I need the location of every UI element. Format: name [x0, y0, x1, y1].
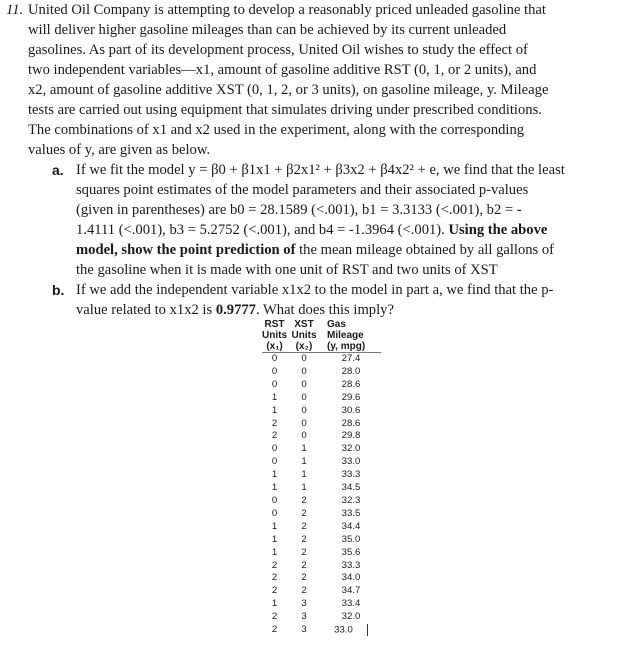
table-cell: 3	[301, 611, 307, 623]
table-cell: 2	[271, 585, 278, 597]
table-cell: 1	[301, 456, 307, 468]
part-a-label: a.	[52, 162, 64, 178]
table-cell: 1	[271, 404, 278, 416]
part-a-line: 1.4111 (<.001), b3 = 5.2752 (<.001), and b4 = -1.3964 (<.001). Using the above	[76, 222, 548, 238]
table-cell: 0	[301, 430, 307, 442]
table-cell: 0	[271, 507, 278, 519]
table-cell: 29.6	[341, 391, 361, 403]
table-row	[262, 469, 381, 482]
question-line: two independent variables—x1, amount of gasoline additive RST (0, 1, or 2 units), and	[28, 62, 537, 78]
part-a	[0, 160, 620, 280]
table-cell: 1	[301, 482, 307, 494]
table-cell: 2	[271, 624, 278, 636]
table-cell: 2	[301, 533, 307, 545]
table-cell: 2	[301, 559, 307, 571]
question-line: values of y, are given as below.	[28, 142, 211, 158]
table-cell: 33.0	[321, 624, 381, 637]
table-cell: 2	[301, 494, 307, 506]
table-cell: 27.4	[341, 353, 361, 364]
table-cell: 0	[301, 365, 307, 377]
table-cell: 1	[271, 469, 278, 481]
table-header-row	[262, 330, 381, 341]
header-cell: (x₂)	[295, 341, 313, 352]
table-cell: 2	[271, 611, 278, 623]
header-cell: Units	[291, 330, 317, 341]
table-cell: 2	[301, 507, 307, 519]
table-row	[262, 353, 381, 366]
table-cell: 28.6	[341, 378, 361, 390]
table-cell: 1	[271, 482, 278, 494]
table-cell: 0	[271, 456, 278, 468]
table-cell: 34.5	[341, 482, 361, 494]
question-line: gasolines. As part of its development process, United Oil wishes to study the effect of	[28, 42, 528, 58]
table-header-row	[262, 319, 381, 330]
table-cell: 32.0	[341, 443, 361, 455]
table-cell: 34.0	[341, 572, 361, 584]
table-row	[262, 443, 381, 456]
table-cell: 2	[271, 572, 278, 584]
table-cell: 28.0	[341, 365, 361, 377]
table-cell: 33.4	[341, 598, 361, 610]
table-row	[262, 418, 381, 431]
table-row	[262, 611, 381, 624]
table-cell: 2	[301, 585, 307, 597]
header-cell: (x₁)	[266, 341, 283, 352]
table-cell: 34.4	[341, 520, 361, 532]
table-row	[262, 534, 381, 547]
table-row	[262, 430, 381, 443]
table-header-row	[262, 341, 381, 353]
table-cell: 0	[301, 353, 307, 364]
table-row	[262, 585, 381, 598]
table-body	[262, 353, 381, 638]
table-row	[262, 560, 381, 573]
table-cell: 1	[271, 533, 278, 545]
table-cell: 0	[271, 378, 278, 390]
table-row	[262, 482, 381, 495]
table-cell: 0	[271, 443, 278, 455]
table-cell: 0	[301, 404, 307, 416]
header-cell: Gas	[327, 319, 346, 330]
table-cell: 0	[301, 417, 307, 429]
part-a-line: If we fit the model y = β0 + β1x1 + β2x1² + β3x2 + β4x2² + e, we find that the least	[76, 162, 565, 178]
table-cell: 0	[271, 365, 278, 377]
table-row	[262, 379, 381, 392]
table-cell: 30.6	[341, 404, 361, 416]
table-row	[262, 572, 381, 585]
table-cell: 3	[301, 598, 307, 610]
header-cell: Mileage	[327, 330, 364, 341]
question-line: The combinations of x1 and x2 used in the experiment, along with the corresponding	[28, 122, 525, 138]
part-b-line: If we add the independent variable x1x2 to the model in part a, we find that the p-	[76, 282, 554, 298]
question-line: tests are carried out using equipment that simulates driving under prescribed conditions.	[28, 102, 542, 118]
table-cell: 2	[271, 430, 278, 442]
table-cell: 2	[271, 417, 278, 429]
header-cell: Units	[262, 330, 287, 341]
question-block	[0, 0, 620, 160]
question-line: 11. United Oil Company is attempting to develop a reasonably priced unleaded gasoline that	[6, 2, 546, 18]
part-b-line: value related to x1x2 is 0.9777. What does this imply?	[76, 302, 394, 318]
table-cell: 1	[271, 391, 278, 403]
table-cell: 1	[271, 546, 278, 558]
mileage-data-table	[262, 319, 381, 637]
table-row	[262, 495, 381, 508]
table-cell: 28.6	[341, 417, 361, 429]
table-cell: 2	[301, 572, 307, 584]
part-b	[0, 280, 620, 320]
table-cell: 2	[301, 546, 307, 558]
table-cell: 35.0	[341, 533, 361, 545]
table-row	[262, 624, 381, 637]
table-cell: 32.3	[341, 494, 361, 506]
table-cell: 1	[301, 443, 307, 455]
table-cell: 3	[301, 624, 307, 636]
table-cell: 0	[271, 353, 278, 364]
table-cell: 1	[271, 598, 278, 610]
table-cell: 2	[301, 520, 307, 532]
question-number: 11.	[6, 2, 24, 18]
table-cell: 33.0	[341, 456, 361, 468]
header-cell: XST	[294, 319, 314, 330]
header-cell: (y, mpg)	[327, 341, 366, 352]
table-cell: 29.8	[341, 430, 361, 442]
table-row	[262, 598, 381, 611]
table-cell: 32.0	[341, 611, 361, 623]
part-a-line: the gasoline when it is made with one unit of RST and two units of XST	[76, 262, 498, 278]
question-line: x2, amount of gasoline additive XST (0, 1, 2, or 3 units), on gasoline mileage, y. Mileage	[28, 82, 549, 98]
table-cell: 34.7	[341, 585, 361, 597]
table-row	[262, 392, 381, 405]
question-line: will deliver higher gasoline mileages than can be achieved by its current unleaded	[28, 22, 507, 38]
table-cell: 33.3	[341, 469, 361, 481]
table-cell: 0	[271, 494, 278, 506]
document	[0, 0, 620, 320]
table-row	[262, 547, 381, 560]
table-cell: 33.3	[341, 559, 361, 571]
table-cell: 0	[301, 378, 307, 390]
table-cell: 35.6	[341, 546, 361, 558]
part-b-label: b.	[52, 282, 65, 298]
part-a-line: squares point estimates of the model parameters and their associated p-values	[76, 182, 529, 198]
part-a-line: model, show the point prediction of the mean mileage obtained by all gallons of	[76, 242, 555, 258]
part-a-line: (given in parentheses) are b0 = 28.1589 (<.001), b1 = 3.3133 (<.001), b2 = -	[76, 202, 522, 218]
table-cell: 1	[271, 520, 278, 532]
table-row	[262, 366, 381, 379]
table-cell: 2	[271, 559, 278, 571]
table-cell: 33.5	[341, 507, 361, 519]
header-cell: RST	[264, 319, 285, 330]
table-row	[262, 456, 381, 469]
table-cell: 0	[301, 391, 307, 403]
table-row	[262, 508, 381, 521]
table-row	[262, 521, 381, 534]
table-row	[262, 405, 381, 418]
text-cursor	[367, 624, 368, 636]
table-cell: 1	[301, 469, 307, 481]
